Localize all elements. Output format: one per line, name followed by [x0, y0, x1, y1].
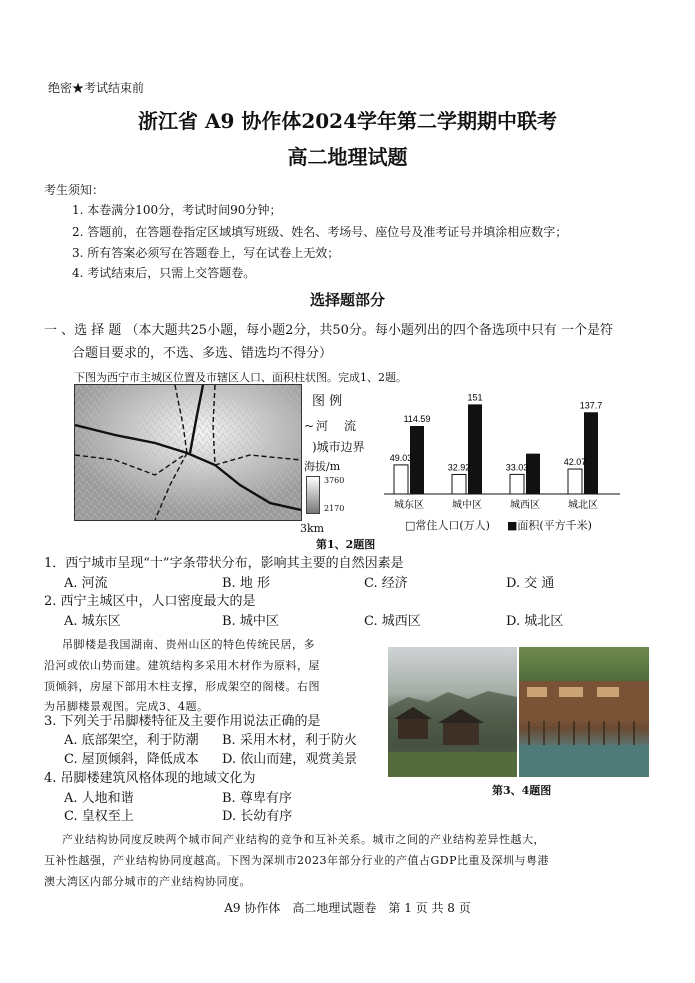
- intro-q1-q2: 下图为西宁市主城区位置及市辖区人口、面积柱状图。完成1、2题。: [74, 371, 407, 384]
- intro-q3-q4-line: 顶倾斜，房屋下部用木柱支撑，形成架空的阁楼。右图: [44, 680, 320, 693]
- q2-stem: 2. 西宁主城区中，人口密度最大的是: [44, 594, 256, 609]
- notice-item: 4. 考试结束后，只需上交答题卷。: [72, 266, 256, 280]
- notice-item: 2. 答题前，在答题卷指定区域填写班级、姓名、考场号、座位号及准考证号并填涂相应数字；: [72, 225, 568, 239]
- area-bar: [584, 412, 598, 494]
- legend-boundary-label: )城市边界: [312, 440, 365, 454]
- area-value-label: 114.59: [403, 413, 431, 424]
- q3-option-a[interactable]: A. 底部架空，利于防潮: [64, 733, 199, 748]
- photo-village-graphic: [388, 647, 517, 777]
- diaojiaolou-photo-village: [388, 647, 517, 777]
- category-label: 城西区: [510, 500, 540, 511]
- population-bar: [452, 474, 466, 494]
- elevation-high: 3760: [324, 476, 345, 485]
- population-value-label: 33.03: [505, 462, 529, 473]
- figure-3-4-caption: 第3、4题图: [492, 784, 552, 797]
- population-bar: [568, 469, 582, 494]
- industry-paragraph-line: 互补性越强，产业结构协同度越高。下图为深圳市2023年部分行业的产值占GDP比重及深圳与粤港: [44, 854, 549, 867]
- legend-population: □常住人口(万人): [405, 519, 490, 532]
- notice-item: 1. 本卷满分100分，考试时间90分钟；: [72, 203, 282, 217]
- q2-option-c[interactable]: C. 城西区: [364, 614, 421, 629]
- area-value-label: 151: [467, 392, 483, 403]
- q4-option-c[interactable]: C. 皇权至上: [64, 809, 134, 824]
- legend-river-symbol: ~: [304, 419, 315, 433]
- area-value-label: 137.7: [579, 400, 603, 411]
- legend-elevation-label: 海拔/m: [304, 460, 341, 473]
- section-title: 选择题部分: [309, 291, 385, 309]
- population-value-label: 32.92: [447, 462, 471, 473]
- q4-option-b[interactable]: B. 尊卑有序: [222, 791, 292, 806]
- map-scale: 3km: [300, 522, 325, 535]
- q1-option-a[interactable]: A. 河流: [64, 576, 108, 591]
- q4-option-d[interactable]: D. 长幼有序: [222, 809, 293, 824]
- industry-paragraph-line: 澳大湾区内部分城市的产业结构协同度。: [44, 875, 251, 888]
- industry-paragraph-line: 产业结构协同度反映两个城市间产业结构的竞争和互补关系。城市之间的产业结构差异性越大，: [62, 833, 545, 846]
- part-one-instruction-cont: 合题目要求的，不选、多选、错选均不得分）: [72, 346, 333, 361]
- exam-title: 浙江省 A9 协作体2024学年第二学期期中联考: [137, 109, 558, 133]
- page-footer: A9 协作体 高二地理试题卷 第 1 页 共 8 页: [224, 901, 471, 915]
- population-value-label: 42.07: [563, 457, 587, 468]
- elevation-gradient-bar: [306, 476, 320, 514]
- q2-option-d[interactable]: D. 城北区: [506, 614, 564, 629]
- q1-option-c[interactable]: C. 经济: [364, 576, 408, 591]
- chart-legend: [405, 518, 592, 533]
- legend-area: ■面积(平方千米): [506, 519, 592, 532]
- population-value-label: 49.03: [389, 452, 413, 463]
- notice-item: 3. 所有答案必须写在答题卷上，写在试卷上无效；: [72, 246, 340, 260]
- photo-river-graphic: [519, 647, 649, 777]
- population-area-bar-chart: [380, 386, 625, 531]
- q3-stem: 3. 下列关于吊脚楼特征及主要作用说法正确的是: [44, 714, 321, 729]
- notice-heading: 考生须知：: [44, 183, 105, 197]
- xining-terrain-map: [74, 384, 302, 521]
- elevation-low: 2170: [324, 504, 345, 513]
- population-bar: [510, 474, 524, 494]
- area-bar: [526, 454, 540, 494]
- category-label: 城北区: [568, 500, 598, 511]
- intro-q3-q4-line: 为吊脚楼景观图。完成3、4题。: [44, 700, 209, 713]
- q3-option-c[interactable]: C. 屋顶倾斜，降低成本: [64, 752, 199, 767]
- legend-title: 图 例: [312, 394, 343, 409]
- exam-subtitle: 高二地理试题: [287, 145, 408, 169]
- area-bar: [468, 404, 482, 494]
- intro-q3-q4-line: 吊脚楼是我国湖南、贵州山区的特色传统民居，多: [62, 638, 315, 651]
- figure-1-2-caption: 第1、2题图: [316, 538, 376, 551]
- confidential-label: 绝密★考试结束前: [48, 81, 145, 95]
- category-label: 城东区: [394, 500, 424, 511]
- part-one-instruction: 一 、选 择 题 （本大题共25小题，每小题2分，共50分。每小题列出的四个备选项中只有 一个是符: [44, 323, 614, 338]
- q3-option-d[interactable]: D. 依山而建，观赏美景: [222, 752, 358, 767]
- q4-stem: 4. 吊脚楼建筑风格体现的地域文化为: [44, 771, 256, 786]
- q2-option-a[interactable]: A. 城东区: [64, 614, 121, 629]
- diaojiaolou-photo-river: [519, 647, 649, 777]
- q3-option-b[interactable]: B. 采用木材，利于防火: [222, 733, 357, 748]
- category-label: 城中区: [452, 500, 482, 511]
- legend-river-label: 河 流: [316, 419, 359, 433]
- q1-option-d[interactable]: D. 交 通: [506, 576, 555, 591]
- q2-option-b[interactable]: B. 城中区: [222, 614, 279, 629]
- terrain-map-graphic: [75, 385, 301, 520]
- population-bar: [394, 465, 408, 494]
- q1-option-b[interactable]: B. 地 形: [222, 576, 270, 591]
- q1-stem: 1．西宁城市呈现“十”字条带状分布，影响其主要的自然因素是: [44, 556, 404, 571]
- intro-q3-q4-line: 沿河或依山势而建。建筑结构多采用木材作为原料，屋: [44, 659, 320, 672]
- q4-option-a[interactable]: A. 人地和谐: [64, 791, 134, 806]
